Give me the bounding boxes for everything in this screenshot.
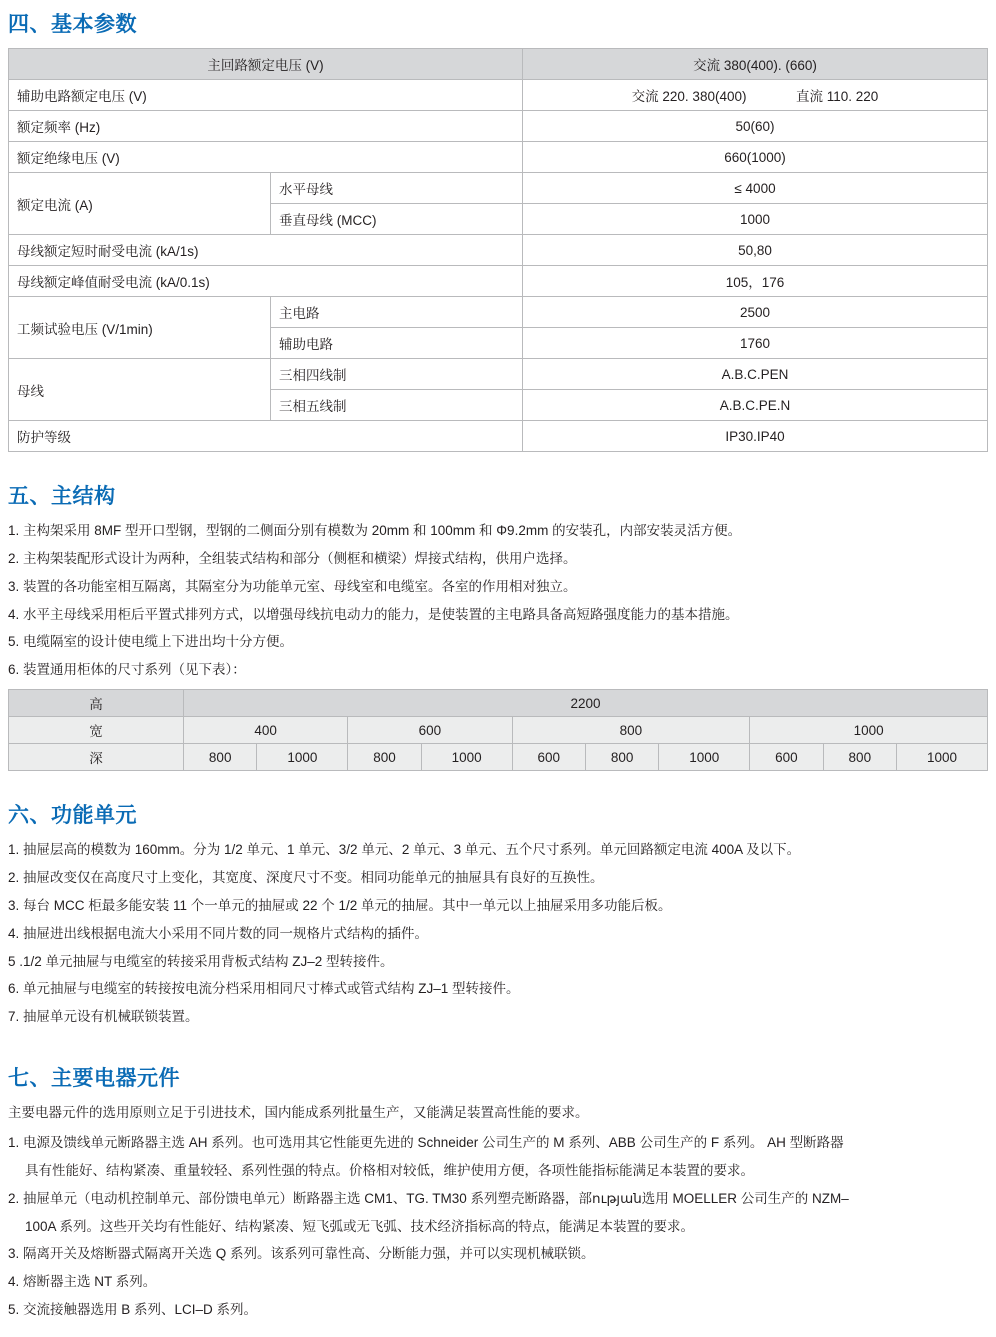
param-value: 1760: [523, 328, 988, 359]
dim-width-value: 600: [348, 717, 512, 744]
dim-depth-value: 1000: [421, 744, 512, 771]
table-row: [9, 744, 988, 771]
param-value: 660(1000): [523, 142, 988, 173]
section-title-functional-unit: 六、功能单元: [8, 804, 137, 828]
dim-width-value: 800: [512, 717, 750, 744]
param-sublabel: 垂直母线 (MCC): [271, 204, 523, 235]
list-item: 4. 熔断器主选 NT 系列。: [8, 1274, 157, 1290]
table-row: [9, 297, 988, 328]
param-label: 辅助电路额定电压 (V): [9, 80, 523, 111]
dim-depth-value: 1000: [659, 744, 750, 771]
section-title-main-components: 七、主要电器元件: [8, 1067, 180, 1091]
dim-depth-value: 800: [348, 744, 421, 771]
param-label: 额定绝缘电压 (V): [9, 142, 523, 173]
list-item: 1. 主构架采用 8MF 型开口型钢，型钢的二侧面分别有模数为 20mm 和 100mm 和 Φ9.2mm 的安装孔，内部安装灵活方便。: [8, 523, 742, 538]
dim-height-value: 2200: [184, 690, 988, 717]
table-row: [9, 690, 988, 717]
dim-depth-value: 600: [512, 744, 585, 771]
param-sublabel: 主电路: [271, 297, 523, 328]
cabinet-dimensions-table: [8, 689, 988, 771]
param-label: 额定频率 (Hz): [9, 111, 523, 142]
table-row: [9, 80, 988, 111]
list-item: 7. 抽屉单元设有机械联锁装置。: [8, 1009, 199, 1025]
dim-row-label-width: 宽: [9, 717, 184, 744]
table-row: [9, 111, 988, 142]
param-label: 防护等级: [9, 421, 523, 452]
param-label: 母线额定短时耐受电流 (kA/1s): [9, 235, 523, 266]
param-value: [523, 80, 988, 111]
dim-depth-value: 800: [184, 744, 257, 771]
list-item: 4. 抽屉进出线根据电流大小采用不同片数的同一规格片式结构的插件。: [8, 925, 429, 941]
list-item: 6. 装置通用柜体的尺寸系列（见下表）：: [8, 662, 246, 678]
dim-depth-value: 1000: [257, 744, 348, 771]
param-label: 工频试验电压 (V/1min): [9, 297, 271, 359]
dim-depth-value: 800: [823, 744, 896, 771]
param-value-ac: 交流 220. 380(400): [631, 89, 747, 104]
dim-row-label-depth: 深: [9, 744, 184, 771]
dim-depth-value: 800: [585, 744, 658, 771]
dim-width-value: 400: [184, 717, 348, 744]
param-label: 母线额定峰值耐受电流 (kA/0.1s): [9, 266, 523, 297]
list-item-continuation: 具有性能好、结构紧凑、重量较轻、系列性强的特点。价格相对较低，维护使用方便，各项性能指标能满足本装置的要求。: [25, 1162, 754, 1178]
list-item: 5 .1/2 单元抽屉与电缆室的转接采用背板式结构 ZJ–2 型转接件。: [8, 953, 394, 969]
table-row: [9, 266, 988, 297]
param-value: A.B.C.PEN: [523, 359, 988, 390]
functional-unit-list: [0, 839, 996, 1028]
list-item: 5. 交流接触器选用 B 系列、LCI–D 系列。: [8, 1302, 258, 1318]
param-label: 主回路额定电压 (V): [9, 49, 523, 80]
param-label: 额定电流 (A): [9, 173, 271, 235]
table-row: [9, 235, 988, 266]
list-item: 6. 单元抽屉与电缆室的转接按电流分档采用相同尺寸棒式或管式结构 ZJ–1 型转接件。: [8, 981, 520, 997]
param-value: 2500: [523, 297, 988, 328]
list-item: 2. 主构架装配形式设计为两种，全组装式结构和部分（侧框和横梁）焊接式结构，供用户选择。: [8, 550, 577, 566]
list-item-continuation: 100A 系列。这些开关均有性能好、结构紧凑、短飞弧或无飞弧、技术经济指标高的特点，能满足本装置的要求。: [25, 1218, 695, 1234]
param-sublabel: 辅助电路: [271, 328, 523, 359]
main-components-lead: 主要电器元件的选用原则立足于引进技术，国内能成系列批量生产，又能满足装置高性能的要求。: [8, 1105, 589, 1121]
table-row: [9, 717, 988, 744]
table-row: [9, 173, 988, 204]
table-row: [9, 142, 988, 173]
param-value: 50(60): [523, 111, 988, 142]
list-item: 2. 抽屉单元（电动机控制单元、部份馈电单元）断路器主选 CM1、TG. TM30 系列塑壳断路器，部ության选用 MOELLER 公司生产的 NZM–: [8, 1190, 849, 1206]
param-value-dc: 直流 110. 220: [796, 89, 879, 104]
list-item: 4. 水平主母线采用柜后平置式排列方式，以增强母线抗电动力的能力，是使装置的主电路具备高短路强度能力的基本措施。: [8, 606, 739, 622]
param-value: 交流 380(400). (660): [523, 49, 988, 80]
param-sublabel: 三相五线制: [271, 390, 523, 421]
param-value: ≤ 4000: [523, 173, 988, 204]
list-item: 3. 隔离开关及熔断器式隔离开关选 Q 系列。该系列可靠性高、分断能力强，并可以实现机械联锁。: [8, 1246, 595, 1262]
list-item: 1. 抽屉层高的模数为 160mm。分为 1/2 单元、1 单元、3/2 单元、2 单元、3 单元、五个尺寸系列。单元回路额定电流 400A 及以下。: [8, 842, 801, 858]
param-sublabel: 水平母线: [271, 173, 523, 204]
param-value: 105，176: [523, 266, 988, 297]
section-title-main-structure: 五、主结构: [8, 485, 116, 508]
dim-depth-value: 1000: [897, 744, 988, 771]
param-value: 50,80: [523, 235, 988, 266]
list-item: 2. 抽屉改变仅在高度尺寸上变化，其宽度、深度尺寸不变。相同功能单元的抽屉具有良好的互换性。: [8, 870, 604, 886]
param-value: A.B.C.PE.N: [523, 390, 988, 421]
param-sublabel: 三相四线制: [271, 359, 523, 390]
table-row: [9, 421, 988, 452]
list-item: 1. 电源及馈线单元断路器主选 AH 系列。也可选用其它性能更先进的 Schneider 公司生产的 M 系列、ABB 公司生产的 F 系列。 AH 型断路器: [8, 1135, 844, 1151]
list-item: 3. 每台 MCC 柜最多能安装 11 个一单元的抽屉或 22 个 1/2 单元的抽屉。其中一单元以上抽屉采用多功能后板。: [8, 897, 672, 913]
table-row: [9, 49, 988, 80]
dim-row-label-height: 高: [9, 690, 184, 717]
param-value: IP30.IP40: [523, 421, 988, 452]
main-structure-list: [0, 520, 996, 681]
basic-parameters-table: [8, 48, 988, 452]
param-value: 1000: [523, 204, 988, 235]
dim-width-value: 1000: [750, 717, 988, 744]
dim-depth-value: 600: [750, 744, 823, 771]
list-item: 3. 装置的各功能室相互隔离，其隔室分为功能单元室、母线室和电缆室。各室的作用相对独立。: [8, 578, 577, 594]
param-label: 母线: [9, 359, 271, 421]
list-item: 5. 电缆隔室的设计使电缆上下进出均十分方便。: [8, 634, 294, 650]
section-title-basic-params: 四、基本参数: [8, 13, 137, 36]
table-row: [9, 359, 988, 390]
